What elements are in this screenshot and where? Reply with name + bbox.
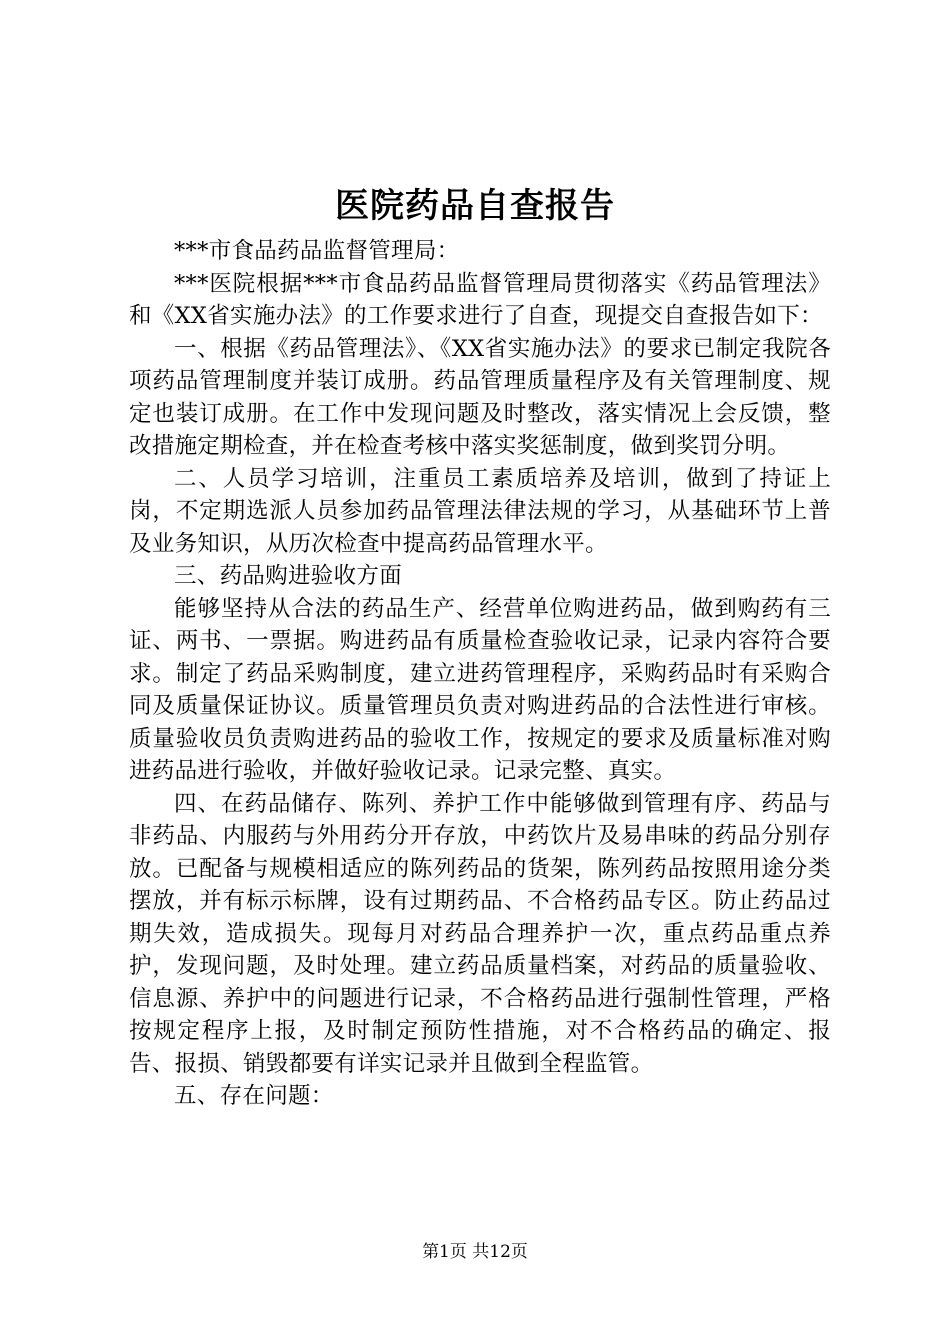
paragraph-section-4: 四、在药品储存、陈列、养护工作中能够做到管理有序、药品与非药品、内服药与外用药分开存放，中药饮片及易串味的药品分别存放。已配备与规模相适应的陈列药品的货架，陈列药品按照用途分类摆放，并有标示标牌，设有过期药品、不合格药品专区。防止药品过期失效，造成损失。现每月对药品合理养护一次，重点药品重点养护，发现问题，及时处理。建立药品质量档案，对药品的质量验收、信息源、养护中的问题进行记录，不合格药品进行强制性管理，严格按规定程序上报，及时制定预防性措施，对不合格药品的确定、报告、报损、销毁都要有详实记录并且做到全程监管。 xyxy=(129,790,831,1077)
page-number-footer: 第1页 共12页 xyxy=(422,1242,528,1262)
document-body xyxy=(129,235,831,1113)
paragraph-section-3-body: 能够坚持从合法的药品生产、经营单位购进药品，做到购药有三证、两书、一票据。购进药品有质量检查验收记录，记录内容符合要求。制定了药品采购制度，建立进药管理程序，采购药品时有采购合同及质量保证协议。质量管理员负责对购进药品的合法性进行审核。质量验收员负责购进药品的验收工作，按规定的要求及质量标准对购进药品进行验收，并做好验收记录。记录完整、真实。 xyxy=(129,595,831,784)
heading-section-5: 五、存在问题： xyxy=(174,1083,334,1109)
paragraph-intro: ***医院根据***市食品药品监督管理局贯彻落实《药品管理法》和《XX省实施办法》的工作要求进行了自查，现提交自查报告如下： xyxy=(129,270,831,329)
document-title: 医院药品自查报告 xyxy=(335,186,615,226)
paragraph-section-1: 一、根据《药品管理法》、《XX省实施办法》的要求已制定我院各项药品管理制度并装订成册。药品管理质量程序及有关管理制度、规定也装订成册。在工作中发现问题及时整改，落实情况上会反馈，整改措施定期检查，并在检查考核中落实奖惩制度，做到奖罚分明。 xyxy=(129,335,831,459)
paragraph-section-2: 二、人员学习培训，注重员工素质培养及培训，做到了持证上岗，不定期选派人员参加药品管理法律法规的学习，从基础环节上普及业务知识，从历次检查中提高药品管理水平。 xyxy=(129,465,831,557)
salutation: ***市食品药品监督管理局： xyxy=(174,238,460,264)
heading-section-3: 三、药品购进验收方面 xyxy=(174,563,403,589)
